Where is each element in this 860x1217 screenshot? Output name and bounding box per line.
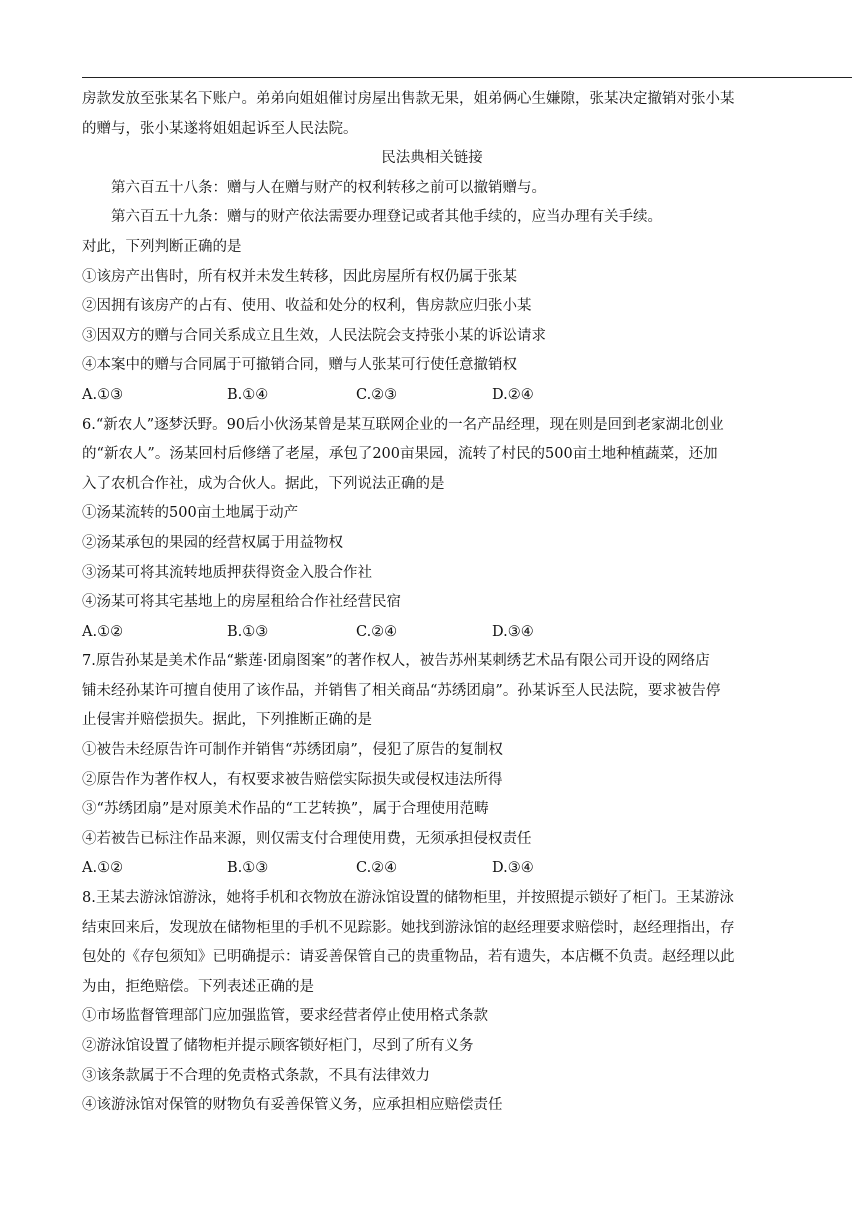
q7-stem-line: 止侵害并赔偿损失。据此，下列推断正确的是	[82, 712, 372, 729]
q7-option-a: A.①②	[82, 860, 124, 877]
q5-stem: 对此，下列判断正确的是	[82, 238, 242, 255]
q7-stem-line: 铺未经孙某许可擅自使用了该作品，并销售了相关商品“苏绣团扇”。孙某诉至人民法院，要求被告停	[82, 682, 721, 699]
q5-item: ③因双方的赠与合同关系成立且生效，人民法院会支持张小某的诉讼请求	[82, 327, 546, 344]
q7-item: ②原告作为著作权人，有权要求被告赔偿实际损失或侵权违法所得	[82, 771, 503, 788]
q5-item: ②因拥有该房产的占有、使用、收益和处分的权利，售房款应归张小某	[82, 298, 532, 315]
q6-option-c: C.②④	[356, 623, 398, 640]
q8-stem-line: 包处的《存包须知》已明确提示：请妥善保管自己的贵重物品，若有遗失，本店概不负责。赵经理以此	[82, 949, 735, 966]
q7-item: ④若被告已标注作品来源，则仅需支付合理使用费，无须承担侵权责任	[82, 830, 532, 847]
intro-line: 房款发放至张某名下账户。弟弟向姐姐催讨房屋出售款无果，姐弟俩心生嫌隙，张某决定撤销对张小某	[82, 91, 735, 107]
q6-options	[82, 618, 782, 648]
q7-item: ③“苏绣团扇”是对原美术作品的“工艺转换”，属于合理使用范畴	[82, 801, 489, 818]
q6-item: ③汤某可将其流转地质押获得资金入股合作社	[82, 564, 372, 581]
q6-stem-line: 6.“新农人”逐梦沃野。90后小伙汤某曾是某互联网企业的一名产品经理，现在则是回到老家湖北创业	[82, 416, 724, 433]
q7-option-d: D.③④	[492, 860, 534, 877]
q6-stem-line: 入了农机合作社，成为合伙人。据此，下列说法正确的是	[82, 475, 445, 492]
q7-option-b: B.①③	[227, 860, 269, 877]
q6-item: ④汤某可将其宅基地上的房屋租给合作社经营民宿	[82, 594, 401, 611]
q7-options	[82, 854, 782, 884]
q6-option-d: D.③④	[492, 623, 534, 640]
article-line: 第六百五十九条：赠与的财产依法需要办理登记或者其他手续的，应当办理有关手续。	[111, 209, 662, 226]
q8-item: ④该游泳馆对保管的财物负有妥善保管义务，应承担相应赔偿责任	[82, 1097, 503, 1114]
q5-item: ①该房产出售时，所有权并未发生转移，因此房屋所有权仍属于张某	[82, 268, 517, 285]
q8-item: ③该条款属于不合理的免责格式条款，不具有法律效力	[82, 1067, 430, 1084]
q7-option-c: C.②④	[356, 860, 398, 877]
q7-stem-line: 7.原告孙某是美术作品“紫莲·团扇图案”的著作权人，被告苏州某刺绣艺术品有限公司开设的网络店	[82, 653, 710, 670]
q5-options	[82, 381, 782, 411]
q5-option-a: A.①③	[82, 386, 124, 403]
q5-item: ④本案中的赠与合同属于可撤销合同，赠与人张某可行使任意撤销权	[82, 357, 517, 374]
q7-item: ①被告未经原告许可制作并销售“苏绣团扇”，侵犯了原告的复制权	[82, 742, 503, 759]
document-body	[82, 85, 782, 1121]
q8-stem-line: 结束回来后，发现放在储物柜里的手机不见踪影。她找到游泳馆的赵经理要求赔偿时，赵经理指出，存	[82, 919, 735, 936]
header-rule	[82, 77, 852, 78]
q5-option-d: D.②④	[492, 386, 534, 403]
intro-line: 的赠与，张小某遂将姐姐起诉至人民法院。	[82, 120, 358, 137]
q6-stem-line: 的“新农人”。汤某回村后修缮了老屋，承包了200亩果园，流转了村民的500亩土地种植蔬菜，还加	[82, 446, 718, 463]
q5-option-c: C.②③	[356, 386, 398, 403]
link-title: 民法典相关链接	[381, 150, 483, 167]
q5-option-b: B.①④	[227, 386, 269, 403]
q8-item: ②游泳馆设置了储物柜并提示顾客锁好柜门，尽到了所有义务	[82, 1038, 474, 1054]
q6-item: ②汤某承包的果园的经营权属于用益物权	[82, 534, 343, 551]
q8-stem-line: 8.王某去游泳馆游泳，她将手机和衣物放在游泳馆设置的储物柜里，并按照提示锁好了柜门。王某游泳	[82, 890, 734, 907]
q8-stem-line: 为由，拒绝赔偿。下列表述正确的是	[82, 978, 314, 995]
q6-item: ①汤某流转的500亩土地属于动产	[82, 505, 299, 522]
q8-item: ①市场监督管理部门应加强监管，要求经营者停止使用格式条款	[82, 1008, 488, 1025]
article-line: 第六百五十八条：赠与人在赠与财产的权利转移之前可以撤销赠与。	[111, 179, 546, 196]
q6-option-a: A.①②	[82, 623, 124, 640]
q6-option-b: B.①③	[227, 623, 269, 640]
